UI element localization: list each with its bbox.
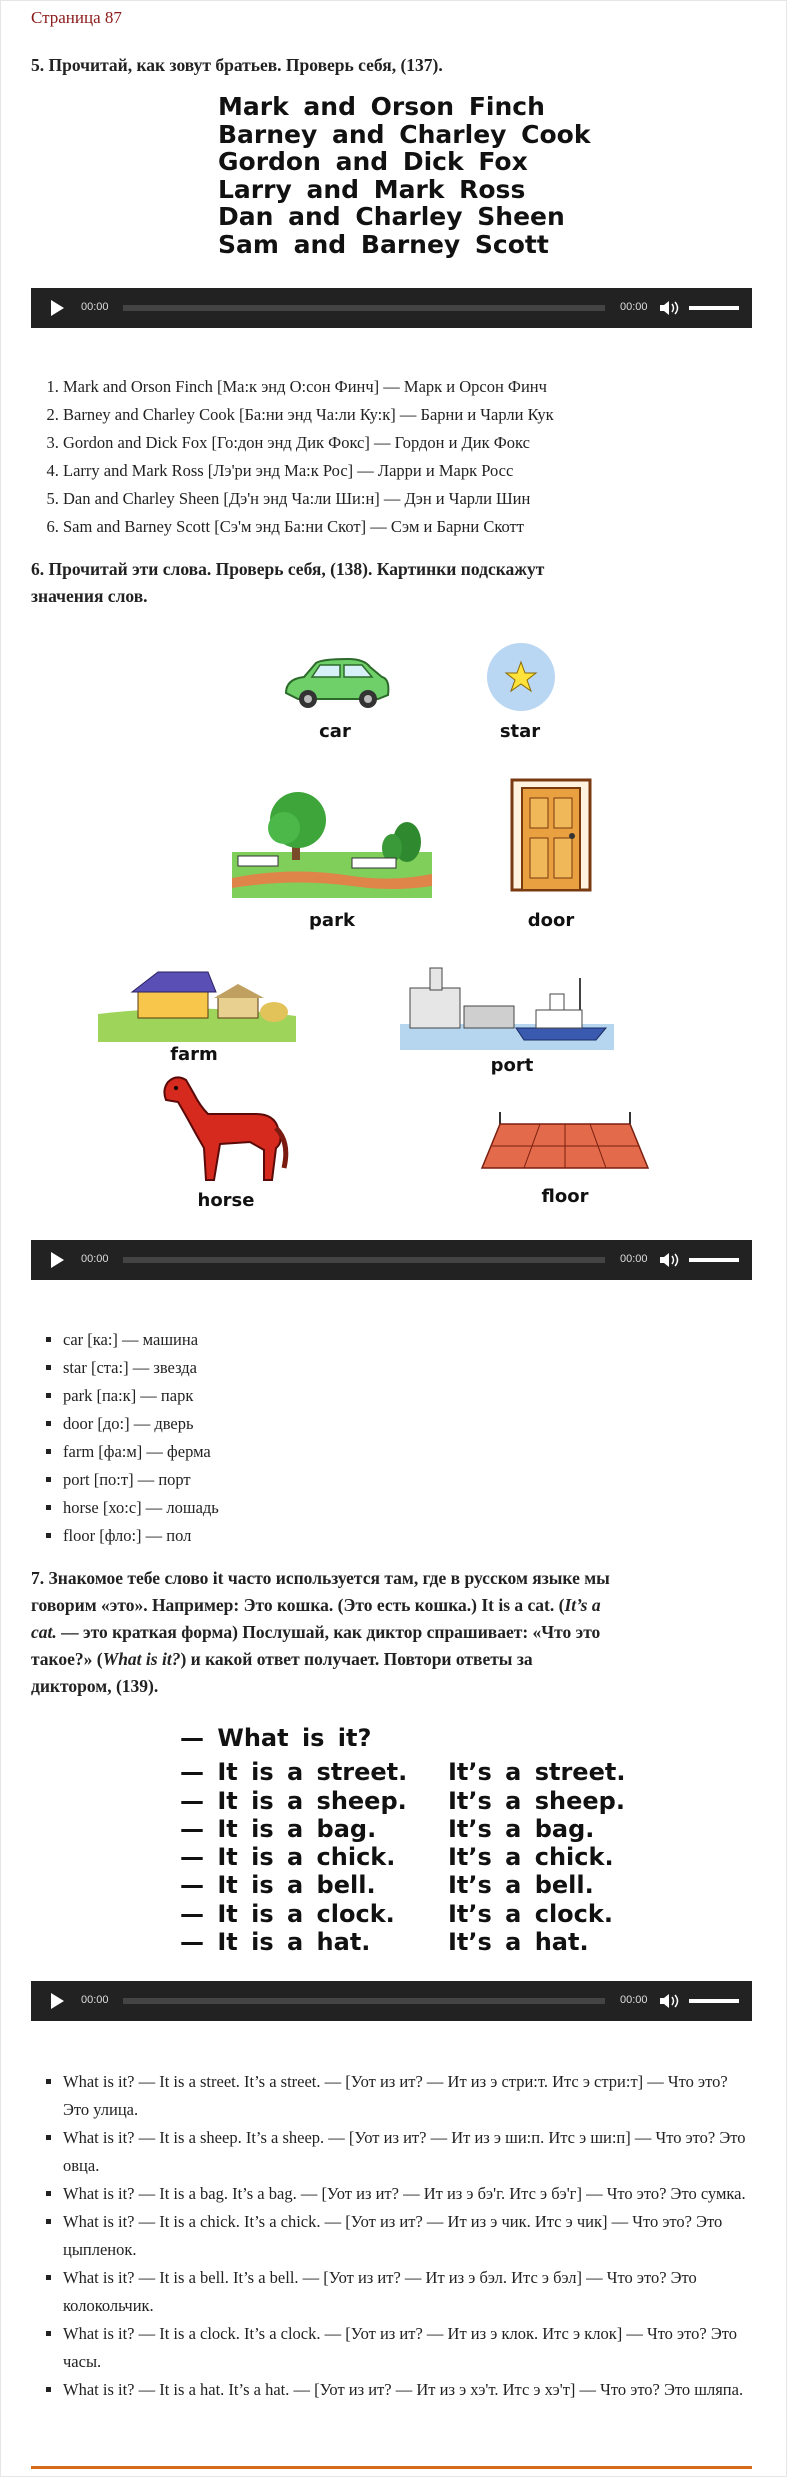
task7-list <box>31 2068 753 2404</box>
list-item: ▪ What is it? — It is a bell. It’s a bell. — [Уот из ит? — Ит из э бэл. Итс э бэл] — Что это? Это колокольчик. <box>63 2264 753 2320</box>
full-answer: — It is a street. <box>180 1758 408 1787</box>
short-answer: It’s a bell. <box>448 1871 594 1900</box>
list-item: ▪ park [па:к] — парк <box>63 1382 219 1410</box>
list-item: 2. Barney and Charley Cook [Ба:ни энд Ча:ли Ку:к] — Барни и Чарли Кук <box>63 401 554 429</box>
full-answer: — It is a hat. <box>180 1928 371 1957</box>
short-answer: It’s a clock. <box>448 1899 613 1928</box>
list-item: ▪ What is it? — It is a sheep. It’s a sheep. — [Уот из ит? — Ит из э ши:п. Итс э ши:п] — Что это? Это овца. <box>63 2124 753 2180</box>
printed-names <box>218 93 590 258</box>
task6-header <box>31 556 544 610</box>
caption-park: park <box>309 910 355 931</box>
list-item: ▪ What is it? — It is a hat. It’s a hat. — [Уот из ит? — Ит из э хэ'т. Итс э хэ'т] — Что это? Это шляпа. <box>63 2376 753 2404</box>
volume-slider[interactable] <box>689 1258 739 1262</box>
short-answer: It’s a hat. <box>448 1928 589 1957</box>
list-item: ▪ horse [хо:с] — лошадь <box>63 1494 219 1522</box>
task5-header: 5. Прочитай, как зовут братьев. Проверь себя, (137). <box>31 55 443 75</box>
list-item: ▪ door [до:] — дверь <box>63 1410 219 1438</box>
total-time: 00:00 <box>620 301 648 313</box>
list-item: ▪ farm [фа:м] — ферма <box>63 1438 219 1466</box>
park-picture <box>232 790 432 898</box>
farm-picture <box>98 962 296 1042</box>
list-item: ▪ car [ка:] — машина <box>63 1326 219 1354</box>
task7-header <box>31 1565 610 1700</box>
list-item: ▪ What is it? — It is a chick. It’s a chick. — [Уот из ит? — Ит из э чик. Итс э чик] — Что это? Это цыпленок. <box>63 2208 753 2264</box>
list-item: 4. Larry and Mark Ross [Лэ'ри энд Ма:к Рос] — Ларри и Марк Росс <box>63 457 554 485</box>
short-answer: It’s a sheep. <box>448 1786 625 1815</box>
full-answer: — It is a clock. <box>180 1899 395 1928</box>
short-answer: It’s a chick. <box>448 1843 614 1872</box>
list-item: ▪ What is it? — It is a bag. It’s a bag. — [Уот из ит? — Ит из э бэ'г. Итс э бэ'г] — Что это? Это сумка. <box>63 2180 753 2208</box>
task7-header-line <box>31 1592 610 1619</box>
car-picture <box>278 655 394 715</box>
printed-line: Sam and Barney Scott <box>218 229 549 259</box>
page-link[interactable]: Страница 87 <box>31 8 122 27</box>
full-answer: — It is a bell. <box>180 1871 376 1900</box>
progress-slider[interactable] <box>123 1257 605 1263</box>
caption-farm: farm <box>170 1044 218 1065</box>
task5-list <box>31 373 554 541</box>
progress-slider[interactable] <box>123 305 605 311</box>
volume-slider[interactable] <box>689 306 739 310</box>
port-picture <box>400 958 614 1050</box>
task7-text: такое?» ( <box>31 1649 103 1669</box>
task7-header-line: 7. Знакомое тебе слово it часто используется там, где в русском языке мы <box>31 1568 610 1588</box>
volume-icon[interactable] <box>659 1252 681 1268</box>
printed-line: Mark and Orson Finch <box>218 92 545 121</box>
full-answer: — It is a sheep. <box>180 1786 407 1815</box>
short-answer: It’s a bag. <box>448 1814 595 1843</box>
task7-text: — это краткая форма) Послушай, как диктор спрашивает: «Что это <box>56 1622 601 1642</box>
door-picture <box>508 778 594 896</box>
list-item: 1. Mark and Orson Finch [Ма:к энд О:сон Финч] — Марк и Орсон Финч <box>63 373 554 401</box>
volume-slider[interactable] <box>689 1999 739 2003</box>
list-item: 3. Gordon and Dick Fox [Го:дон энд Дик Фокс] — Гордон и Дик Фокс <box>63 429 554 457</box>
question-text: — What is it? <box>180 1724 372 1752</box>
printed-line: Gordon and Dick Fox <box>218 147 528 176</box>
task7-text: говорим «это». Например: Это кошка. (Это есть кошка.) It is a cat. ( <box>31 1595 565 1615</box>
current-time: 00:00 <box>81 1994 109 2006</box>
task7-header-line: диктором, (139). <box>31 1676 159 1696</box>
list-item: ▪ What is it? — It is a street. It’s a street. — [Уот из ит? — Ит из э стри:т. Итс э стри:т] — Что это? Это улица. <box>63 2068 753 2124</box>
caption-star: star <box>499 721 541 742</box>
caption-floor: floor <box>541 1186 589 1207</box>
audio-player <box>31 1240 752 1280</box>
task6-list <box>31 1326 219 1550</box>
floor-picture <box>480 1112 650 1180</box>
task7-header-line <box>31 1646 610 1673</box>
current-time: 00:00 <box>81 1253 109 1265</box>
play-icon[interactable] <box>51 300 64 316</box>
caption-horse: horse <box>197 1190 255 1211</box>
printed-line: Larry and Mark Ross <box>218 174 526 204</box>
list-item: ▪ What is it? — It is a clock. It’s a clock. — [Уот из ит? — Ит из э клок. Итс э клок] — Что это? Это часы. <box>63 2320 753 2376</box>
audio-player <box>31 1981 752 2021</box>
task7-text: ) и какой ответ получает. Повтори ответы за <box>180 1649 533 1669</box>
printed-line: Barney and Charley Cook <box>218 119 591 149</box>
total-time: 00:00 <box>620 1253 648 1265</box>
progress-slider[interactable] <box>123 1998 605 2004</box>
task7-italic: It’s a <box>564 1595 601 1615</box>
short-answer: It’s a street. <box>448 1758 626 1787</box>
volume-icon[interactable] <box>659 300 681 316</box>
list-item: 5. Dan and Charley Sheen [Дэ'н энд Ча:ли Ши:н] — Дэн и Чарли Шин <box>63 485 554 513</box>
current-time: 00:00 <box>81 301 109 313</box>
list-item: ▪ port [по:т] — порт <box>63 1466 219 1494</box>
task6-header-line: 6. Прочитай эти слова. Проверь себя, (138). Картинки подскажут <box>31 559 545 579</box>
task7-italic: What is it? <box>102 1649 181 1669</box>
bottom-divider <box>31 2466 752 2469</box>
task6-header-line: значения слов. <box>31 586 148 606</box>
play-icon[interactable] <box>51 1252 64 1268</box>
task7-italic: cat. <box>31 1622 57 1642</box>
list-item: ▪ floor [фло:] — пол <box>63 1522 219 1550</box>
horse-picture <box>160 1072 290 1186</box>
full-answer: — It is a chick. <box>180 1843 396 1872</box>
total-time: 00:00 <box>620 1994 648 2006</box>
caption-door: door <box>527 910 575 931</box>
volume-icon[interactable] <box>659 1993 681 2009</box>
star-picture <box>484 640 558 714</box>
play-icon[interactable] <box>51 1993 64 2009</box>
audio-player <box>31 288 752 328</box>
list-item: ▪ star [ста:] — звезда <box>63 1354 219 1382</box>
caption-car: car <box>319 721 351 742</box>
full-answer: — It is a bag. <box>180 1814 377 1843</box>
printed-line: Dan and Charley Sheen <box>218 202 565 231</box>
task7-header-line <box>31 1619 610 1646</box>
caption-port: port <box>490 1055 534 1076</box>
list-item: 6. Sam and Barney Scott [Сэ'м энд Ба:ни Скот] — Сэм и Барни Скотт <box>63 513 554 541</box>
